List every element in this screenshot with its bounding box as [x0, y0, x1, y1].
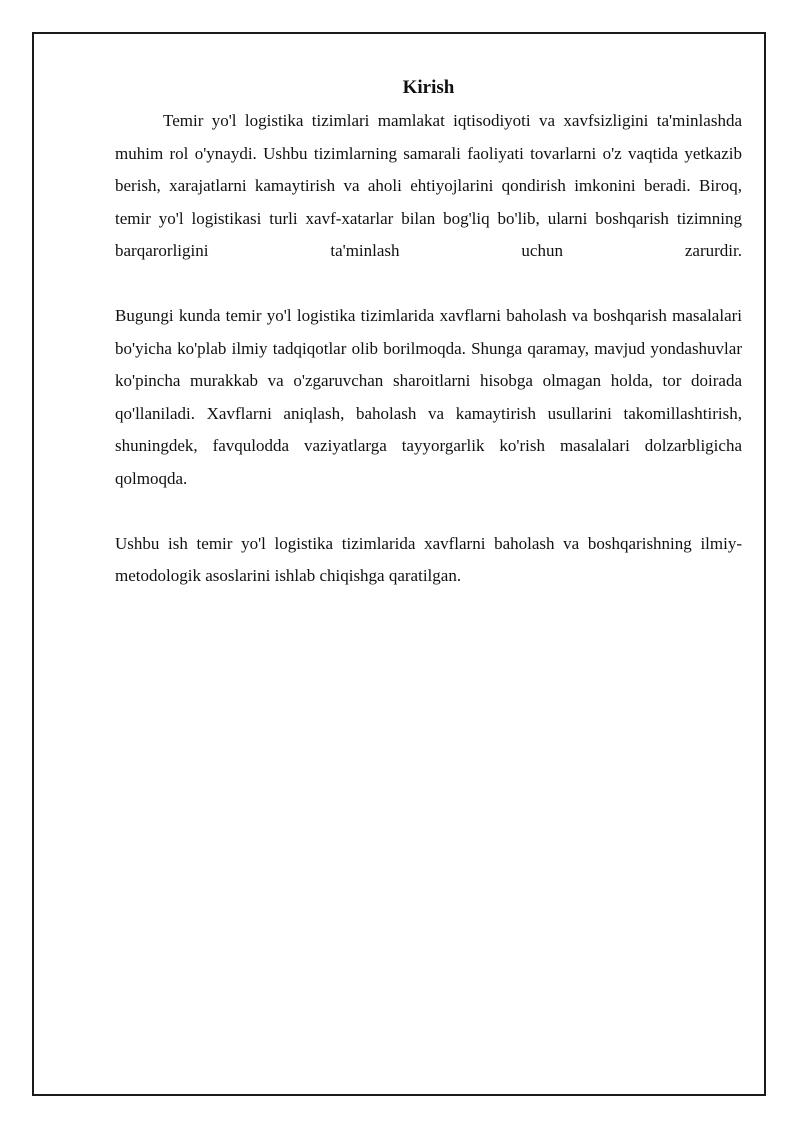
document-body [115, 74, 742, 593]
paragraph-2: Bugungi kunda temir yo'l logistika tizimlarida xavflarni baholash va boshqarish masalalari bo'yicha ko'plab ilmiy tadqiqotlar olib borilmoqda. Shunga qaramay, mavjud yondashuvlar ko'pincha murakkab va o'zgaruvchan sharoitlarni hisobga olmagan holda, tor doirada qo'llaniladi. Xavflarni aniqlash, baholash va kamaytirish usullarini takomillashtirish, shuningdek, favqulodda vaziyatlarga tayyorgarlik ko'rish masalalari dolzarbligicha qolmoqda. [115, 305, 742, 488]
paragraph-1: Temir yo'l logistika tizimlari mamlakat iqtisodiyoti va xavfsizligini ta'minlashda muhim rol o'ynaydi. Ushbu tizimlarning samarali faoliyati tovarlarni o'z vaqtida yetkazib berish, xarajatlarni kamaytirish va aholi ehtiyojlarini qondirish imkonini beradi. Biroq, temir yo'l logistikasi turli xavf-xatarlar bilan bog'liq bo'lib, ularni boshqarish tizimning barqarorligini ta'minlash uchun zarurdir. [115, 111, 742, 261]
document-title: Kirish [402, 77, 455, 98]
paragraph-spacer [115, 496, 742, 528]
paragraph-3: Ushbu ish temir yo'l logistika tizimlarida xavflarni baholash va boshqarishning ilmiy-metodologik asoslarini ishlab chiqishga qaratilgan. [115, 533, 742, 586]
paragraph-spacer [115, 268, 742, 300]
